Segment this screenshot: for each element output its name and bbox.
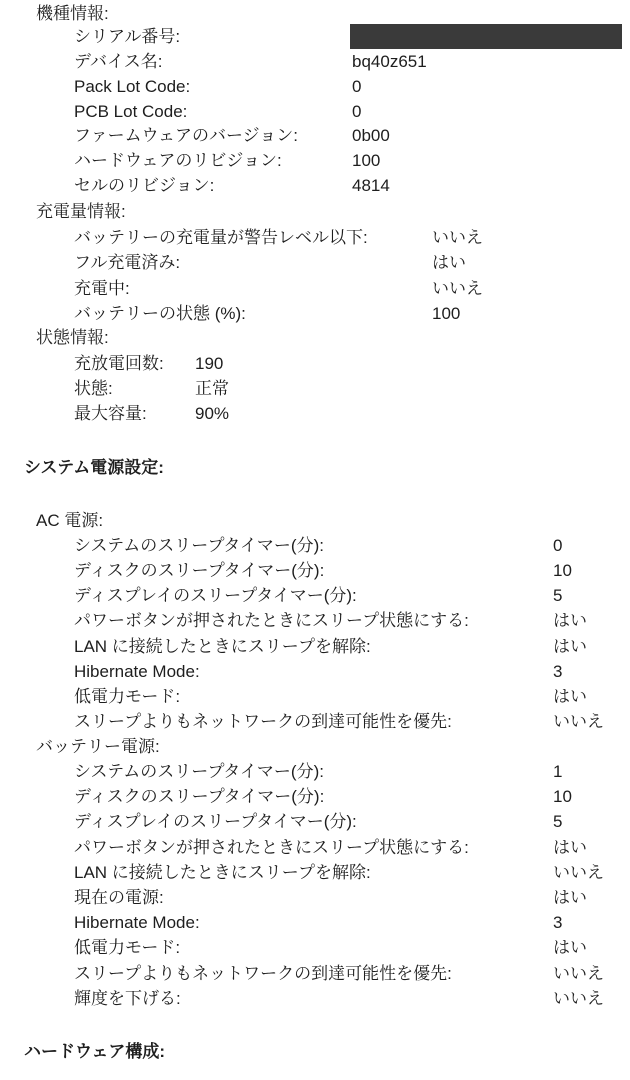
row-label: ファームウェアのバージョン: [74, 126, 299, 146]
row-value: 10 [553, 561, 572, 581]
model-info-heading: 機種情報: [36, 4, 109, 23]
row-value: いいえ [553, 963, 604, 983]
row-value: いいえ [553, 862, 604, 882]
row-value: いいえ [432, 278, 483, 298]
row-label: セルのリビジョン: [74, 176, 215, 196]
row-value: 10 [553, 787, 572, 807]
row-label: スリープよりもネットワークの到達可能性を優先: [74, 712, 452, 732]
row-label: フル充電済み: [74, 253, 181, 273]
row-value: 0 [352, 76, 362, 96]
charge-info-heading: 充電量情報: [36, 202, 126, 221]
system-power-settings-title: システム電源設定: [24, 458, 164, 477]
row-value: 5 [553, 812, 563, 832]
row-label: ハードウェアのリビジョン: [74, 151, 282, 171]
row-value: 100 [432, 303, 461, 323]
row-value: 1 [553, 762, 563, 781]
row-label: スリープよりもネットワークの到達可能性を優先: [74, 963, 452, 983]
health-info-heading: 状態情報: [36, 328, 109, 347]
row-label: 低電力モード: [74, 686, 181, 706]
row-value: 0b00 [352, 126, 390, 146]
row-value: 3 [553, 913, 563, 933]
row-label: Hibernate Mode: [74, 661, 200, 681]
row-label: LAN に接続したときにスリープを解除: [74, 862, 371, 882]
battery-power-heading: バッテリー電源: [36, 737, 160, 756]
row-value: はい [553, 888, 587, 907]
row-value: 100 [352, 151, 381, 171]
row-label: システムのスリープタイマー(分): [74, 536, 324, 555]
row-label: パワーボタンが押されたときにスリープ状態にする: [74, 837, 469, 857]
ac-power-heading: AC 電源: [36, 511, 104, 530]
row-label: 充電中: [74, 278, 130, 298]
row-value: はい [553, 611, 587, 631]
row-label: 充放電回数: [74, 354, 164, 373]
row-label: ディスクのスリープタイマー(分): [74, 787, 325, 807]
row-value: はい [432, 253, 466, 273]
row-value: いいえ [553, 988, 604, 1008]
row-label: 低電力モード: [74, 938, 181, 958]
row-value: 190 [195, 354, 224, 373]
row-value: bq40z651 [352, 51, 427, 71]
row-label: 最大容量: [74, 404, 147, 423]
row-value: はい [553, 686, 587, 706]
row-value: いいえ [432, 228, 483, 247]
row-value: 4814 [352, 176, 390, 196]
row-value: 3 [553, 661, 563, 681]
row-value: 0 [352, 101, 362, 121]
row-label: Pack Lot Code: [74, 76, 191, 96]
hardware-config-title: ハードウェア構成: [24, 1042, 165, 1061]
row-label: バッテリーの状態 (%): [74, 303, 246, 323]
row-label: デバイス名: [74, 51, 163, 71]
row-value: 0 [553, 536, 563, 555]
serial-number-redacted [350, 24, 622, 49]
row-value: いいえ [553, 712, 604, 732]
row-label: ディスプレイのスリープタイマー(分): [74, 586, 357, 606]
row-value: 5 [553, 586, 563, 606]
row-value: 90% [195, 404, 230, 423]
row-label: 状態: [74, 379, 113, 398]
row-label: パワーボタンが押されたときにスリープ状態にする: [74, 611, 469, 631]
row-label: バッテリーの充電量が警告レベル以下: [74, 228, 368, 247]
row-label: 輝度を下げる: [74, 988, 181, 1008]
row-value: はい [553, 837, 587, 857]
row-value: はい [553, 636, 587, 656]
row-label: ディスプレイのスリープタイマー(分): [74, 812, 357, 832]
row-label: システムのスリープタイマー(分): [74, 762, 324, 781]
row-label: PCB Lot Code: [74, 101, 188, 121]
row-label: シリアル番号: [74, 27, 181, 46]
row-label: 現在の電源: [74, 888, 164, 907]
row-label: Hibernate Mode: [74, 913, 200, 933]
row-value: はい [553, 938, 587, 958]
row-value: 正常 [195, 379, 229, 398]
row-label: ディスクのスリープタイマー(分): [74, 561, 325, 581]
row-label: LAN に接続したときにスリープを解除: [74, 636, 371, 656]
